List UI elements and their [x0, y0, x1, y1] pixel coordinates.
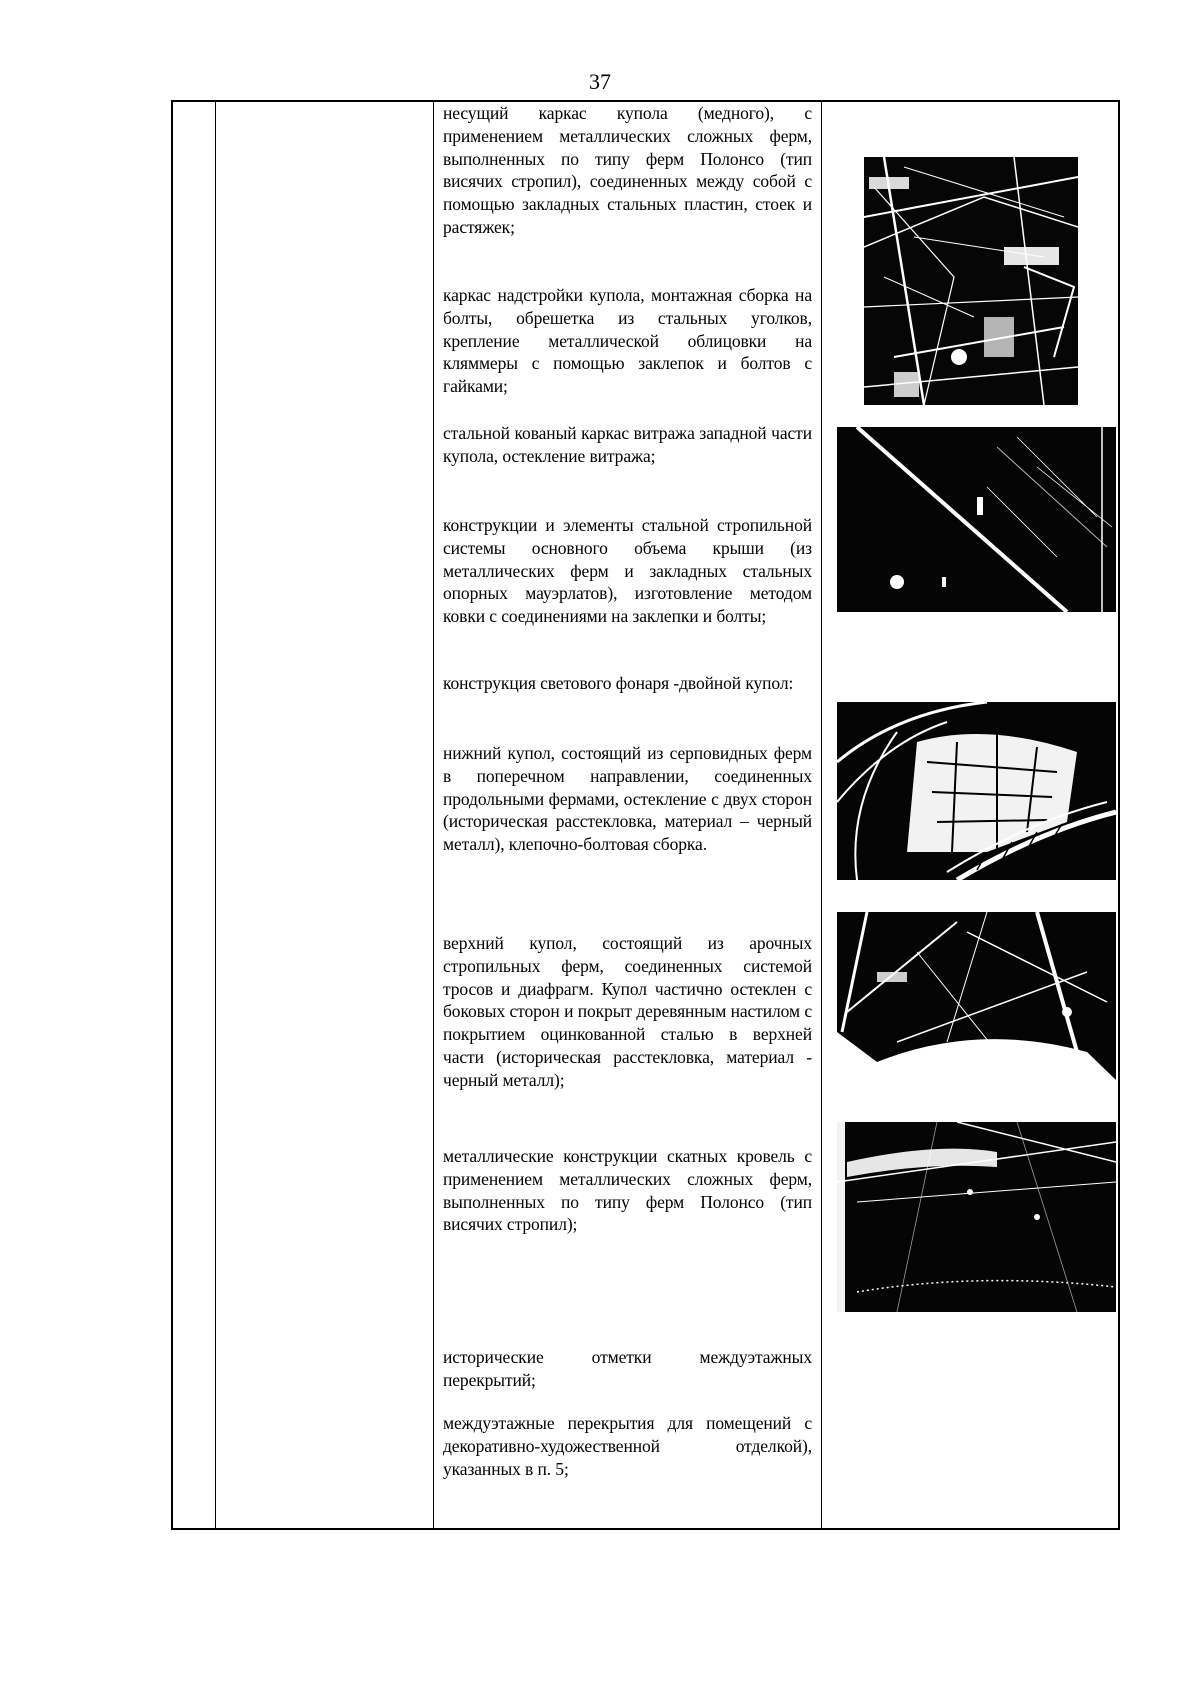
lantern-upper-dome-photo	[837, 912, 1116, 1080]
table-column-divider	[821, 102, 822, 1528]
paragraph-roof-rafter-system: конструкции и элементы стальной стропильной системы основного объема крыши (из металлических ферм и закладных стальных опорных мауэрлатов), изготовление методом ковки с соединениями на заклепки и болты;	[443, 515, 812, 627]
table-column-divider	[215, 102, 216, 1528]
stained-glass-frame-photo	[837, 427, 1116, 612]
paragraph-upper-dome: верхний купол, состоящий из арочных стропильных ферм, соединенных системой тросов и диафрагм. Купол частично остеклен с боковых сторон и покрыт деревянным настилом с покрытием оцинкованной сталью в верхней части (историческая расстекловка, материал - черный металл);	[443, 933, 812, 1090]
paragraph-skylight-construction: конструкция светового фонаря -двойной купол:	[443, 673, 794, 693]
paragraph-interfloor-slabs: междуэтажные перекрытия для помещений с декоративно-художественной отделкой), указанных в п. 5;	[443, 1413, 812, 1479]
paragraph-dome-frame: несущий каркас купола (медного), с применением металлических сложных ферм, выполненных по типу ферм Полонсо (тип висячих стропил), соединенных между собой с помощью закладных стальных пластин, стоек и растяжек;	[443, 103, 812, 237]
paragraph-stained-glass-frame: стальной кованый каркас витража западной части купола, остекление витража;	[443, 423, 812, 466]
dome-truss-interior-photo	[864, 157, 1078, 405]
document-table	[171, 100, 1120, 1530]
pitched-roof-trusses-photo	[837, 1122, 1116, 1312]
paragraph-pitched-roofs: металлические конструкции скатных кровель с применением металлических сложных ферм, выполненных по типу ферм Полонсо (тип висячих стропил);	[443, 1146, 812, 1235]
lantern-lower-dome-photo	[837, 702, 1116, 880]
page-number: 37	[589, 69, 611, 94]
table-column-divider	[433, 102, 434, 1528]
paragraph-floor-levels: исторические отметки междуэтажных перекрытий;	[443, 1347, 812, 1390]
paragraph-dome-superstructure: каркас надстройки купола, монтажная сборка на болты, обрешетка из стальных уголков, крепление металлической облицовки на кляммеры с помощью заклепок и болтов с гайками;	[443, 285, 812, 397]
paragraph-lower-dome: нижний купол, состоящий из серповидных ферм в поперечном направлении, соединенных продольными фермами, остекление с двух сторон (историческая расстекловка, материал – черный металл), клепочно-болтовая сборка.	[443, 743, 812, 855]
